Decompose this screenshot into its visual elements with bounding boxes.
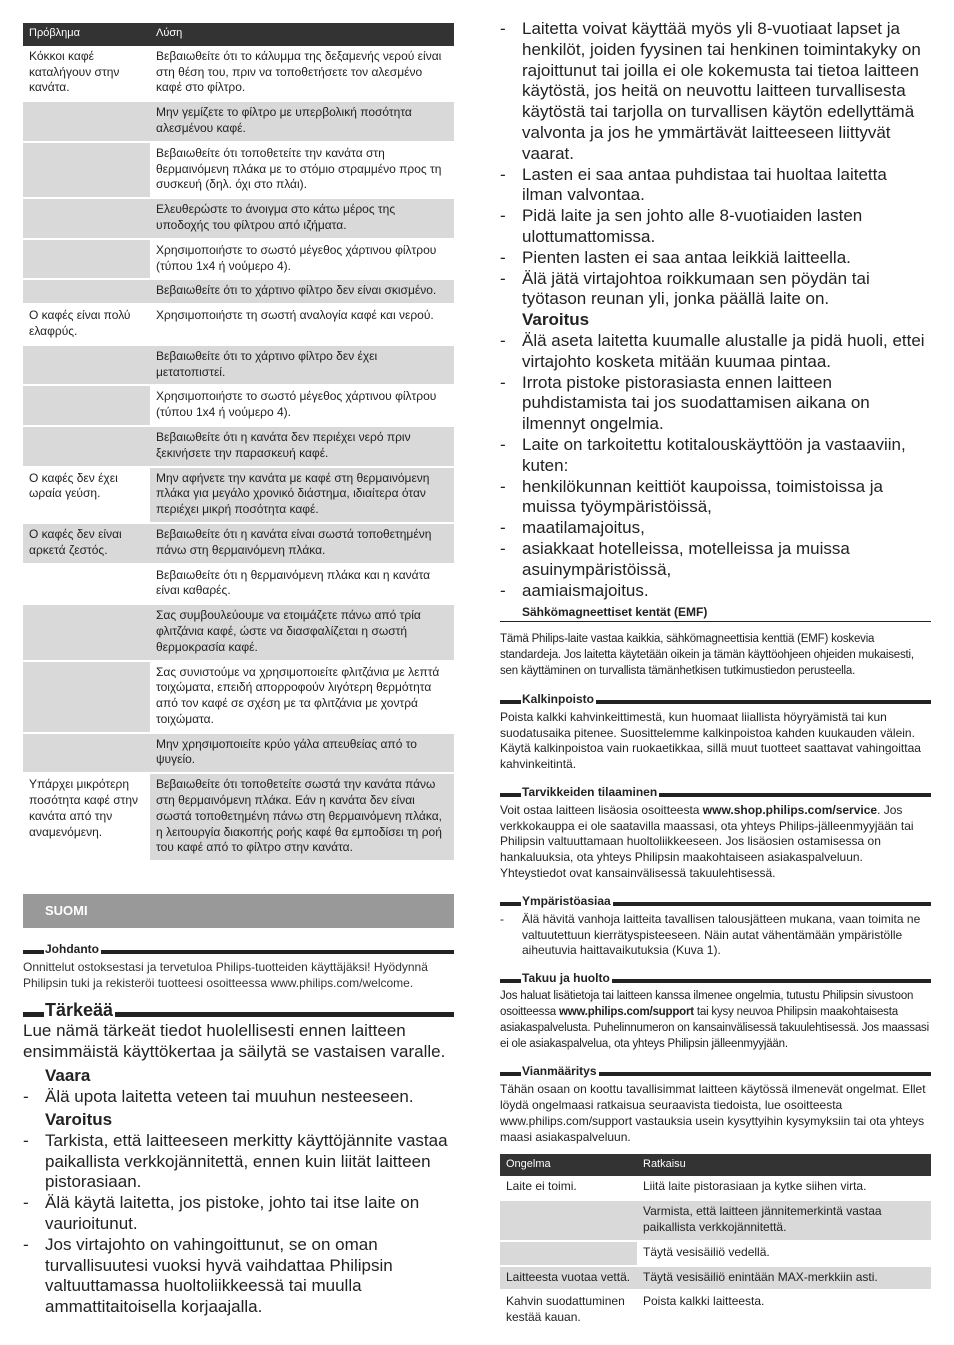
- table-row: [23, 467, 454, 523]
- table-row: [23, 239, 454, 280]
- header-ongelma: Ongelma: [500, 1154, 637, 1177]
- table-header-row: [500, 1154, 931, 1177]
- ymparisto-list: [500, 912, 931, 959]
- right-column: [500, 0, 931, 1332]
- problem-cell: [23, 198, 150, 239]
- solution-cell: Poista kalkki laitteesta.: [637, 1290, 931, 1331]
- table-row: [23, 733, 454, 774]
- problem-cell: [23, 385, 150, 426]
- list-item: - Pidä laite ja sen johto alle 8-vuotiaiden lasten ulottumattomissa.: [500, 206, 931, 248]
- problem-cell: Υπάρχει μικρότερη ποσότητα καφέ στην κανάτα από την αναμενόμενη.: [23, 773, 150, 861]
- table-header-row: [23, 23, 454, 46]
- solution-cell: Ελευθερώστε το άνοιγμα στο κάτω μέρος της υποδοχής του φίλτρου από ιζήματα.: [150, 198, 454, 239]
- solution-cell: Μην γεμίζετε το φίλτρο με υπερβολική ποσότητα αλεσμένου καφέ.: [150, 101, 454, 142]
- table-row: [23, 279, 454, 304]
- problem-cell: Ο καφές είναι πολύ ελαφρύς.: [23, 304, 150, 345]
- list-item: - Älä upota laitetta veteen tai muuhun nesteeseen.: [23, 1087, 454, 1108]
- solution-cell: Täytä vesisäiliö enintään MAX-merkkiin asti.: [637, 1266, 931, 1291]
- takuu-heading: Takuu ja huolto: [500, 971, 931, 985]
- list-item: - Älä jätä virtajohtoa roikkumaan sen pöydän tai työtason reunan yli, jonka päällä laite on.: [500, 269, 931, 311]
- solution-cell: Σας συμβουλεύουμε να ετοιμάζετε πάνω από τρία φλιτζάνια καφέ, ώστε να διασφαλίζεται η σωστή θερμοκρασία καφέ.: [150, 604, 454, 660]
- list-item: - henkilökunnan keittiöt kaupoissa, toimistoissa ja muissa työympäristöissä,: [500, 477, 931, 519]
- table-row: [500, 1290, 931, 1331]
- solution-cell: Βεβαιωθείτε ότι τοποθετείτε σωστά την κανάτα πάνω στη θερμαινόμενη πλάκα. Εάν η κανάτα δεν είναι σωστά τοποθετημένη πάνω στη θερμαινόμενη πλάκα, η λειτουργία διακοπής ροής καφέ θα εμποδίσει τη ροή του καφέ από το φίλτρο στην κανάτα.: [150, 773, 454, 861]
- problem-cell: [23, 239, 150, 280]
- table-row: [500, 1200, 931, 1241]
- problem-cell: [500, 1241, 637, 1266]
- greek-table-body: [23, 46, 454, 861]
- problem-cell: [23, 733, 150, 774]
- solution-cell: Χρησιμοποιήστε το σωστό μέγεθος χάρτινου φίλτρου (τύπου 1x4 ή νούμερο 4).: [150, 385, 454, 426]
- varoitus2-list: [500, 331, 931, 601]
- solution-cell: Liitä laite pistorasiaan ja kytke siihen virta.: [637, 1176, 931, 1200]
- varoitus-list-continued: [500, 19, 931, 310]
- johdanto-text: Onnittelut ostoksestasi ja tervetuloa Philips-tuotteiden käyttäjäksi! Hyödynnä Philipsin tuki ja rekisteröi tuotteesi osoitteessa www.philips.com/welcome.: [23, 960, 428, 991]
- list-item: - Jos virtajohto on vahingoittunut, se on oman turvallisuutesi vuoksi hyvä vaihdattaa Philipsin valtuuttamassa huoltoliikkeessä tai muulla ammattitaitoisella korjaajalla.: [23, 1235, 454, 1318]
- table-row: [23, 661, 454, 733]
- problem-cell: Ο καφές δεν έχει ωραία γεύση.: [23, 467, 150, 523]
- problem-cell: Laite ei toimi.: [500, 1176, 637, 1200]
- tarvikkeet-text: Voit ostaa laitteen lisäosia osoitteesta www.shop.philips.com/service. Jos verkkokauppa ei ole saatavilla maassasi, ota yhteys Philips-jälleenmyyjään tai Philipsin valtuuttamaan huoltoliikkeeseen. Jos lisäosien ostamisessa on hankaluuksia, ota yhteys Philipsin maakohtaiseen asiakaspalveluun. Yhteystiedot ovat kansainvälisessä takuulehtisessä.: [500, 802, 914, 881]
- list-item: - aamiaismajoitus.: [500, 581, 931, 602]
- solution-cell: Βεβαιωθείτε ότι το κάλυμμα της δεξαμενής νερού είναι στη θέση του, πριν να τοποθετήσετε τον αλεσμένο καφέ στο φίλτρο.: [150, 46, 454, 101]
- problem-cell: [23, 604, 150, 660]
- table-row: [23, 345, 454, 386]
- solution-cell: Varmista, että laitteen jännitemerkintä vastaa paikallista verkkojännitettä.: [637, 1200, 931, 1241]
- emf-heading: Sähkömagneettiset kentät (EMF): [500, 605, 931, 622]
- language-bar: SUOMI: [23, 894, 454, 928]
- table-row: [23, 564, 454, 605]
- solution-cell: Σας συνιστούμε να χρησιμοποιείτε φλιτζάνια με λεπτά τοιχώματα, επειδή απορροφούν λιγότερη θερμότητα από τον καφέ σε σχέση με τα φλιτζάνια με χοντρά τοιχώματα.: [150, 661, 454, 733]
- solution-cell: Βεβαιωθείτε ότι το χάρτινο φίλτρο δεν είναι σκισμένο.: [150, 279, 454, 304]
- problem-cell: [23, 564, 150, 605]
- kalkinpoisto-heading: Kalkinpoisto: [500, 692, 931, 706]
- vianmaaritys-text: Tähän osaan on koottu tavallisimmat laitteen käytössä ilmenevät ongelmat. Ellet löydä ongelmaasi ratkaisua seuraavista tiedoista, lue osoitteesta www.philips.com/support vastauksia usein kysyttyihin kysymyksiin tai ota yhteys maasi asiakaspalveluun.: [500, 1082, 926, 1144]
- header-solution: Λύση: [150, 23, 454, 46]
- varoitus-list: [23, 1131, 454, 1318]
- vaara-label: Vaara: [45, 1066, 91, 1086]
- list-item: - Lasten ei saa antaa puhdistaa tai huoltaa laitetta ilman valvontaa.: [500, 165, 931, 207]
- support-link[interactable]: www.philips.com/support: [558, 1006, 694, 1019]
- solution-cell: Βεβαιωθείτε ότι η κανάτα δεν περιέχει νερό πριν ξεκινήσετε την παρασκευή καφέ.: [150, 426, 454, 467]
- table-row: [500, 1241, 931, 1266]
- table-row: [23, 385, 454, 426]
- kalkinpoisto-text: Poista kalkki kahvinkeittimestä, kun huomaat liiallista höyryämistä tai kun suodatusaika pitenee. Suosittelemme kalkinpoistoa kahden kuukauden välein. Käytä kalkinpoistoa vain ruokaetikkaa, sillä muut tuotteet saattavat vahingoittaa kahvinkeitintä.: [500, 709, 921, 772]
- solution-cell: Βεβαιωθείτε ότι η θερμαινόμενη πλάκα και η κανάτα είναι καθαρές.: [150, 564, 454, 605]
- list-item: - Älä aseta laitetta kuumalle alustalle ja pidä huoli, ettei virtajohto kosketa mitään kuumaa pintaa.: [500, 331, 931, 373]
- list-item: - Pienten lasten ei saa antaa leikkiä laitteella.: [500, 248, 931, 269]
- table-row: [23, 773, 454, 861]
- table-row: [23, 198, 454, 239]
- solution-cell: Βεβαιωθείτε ότι το χάρτινο φίλτρο δεν έχει μετατοπιστεί.: [150, 345, 454, 386]
- takuu-text: Jos haluat lisätietoja tai laitteen kanssa ilmenee ongelmia, tutustu Philipsin sivustoon osoitteessa www.philips.com/support tai kysy neuvoa Philipsin maakohtaisesta asiakaspalvelusta. Puhelinnumeron on kansainvälisessä takuulehtisessä. Jos maassasi ei ole asiakaspalvelua, ota yhteys Philipsin jälleenmyyjään.: [500, 990, 929, 1050]
- table-row: [500, 1176, 931, 1200]
- johdanto-heading: Johdanto: [23, 942, 454, 956]
- greek-troubleshooting-table: [23, 23, 454, 862]
- fi-troubleshooting-table: [500, 1154, 931, 1332]
- problem-cell: [23, 279, 150, 304]
- table-row: [500, 1266, 931, 1291]
- list-item: - maatilamajoitus,: [500, 518, 931, 539]
- problem-cell: [23, 101, 150, 142]
- table-row: [23, 426, 454, 467]
- problem-cell: [23, 142, 150, 198]
- fi-table-body: [500, 1176, 931, 1331]
- solution-cell: Μην αφήνετε την κανάτα με καφέ στη θερμαινόμενη πλάκα για μεγάλο χρονικό διάστημα, ιδιαίτερα όταν περιέχει μικρή ποσότητα καφέ.: [150, 467, 454, 523]
- list-item: - Tarkista, että laitteeseen merkitty käyttöjännite vastaa paikallista verkkojännitettä, ennen kuin liität laitteen pistorasiaan.: [23, 1131, 454, 1193]
- table-row: [23, 523, 454, 564]
- solution-cell: Χρησιμοποιήστε το σωστό μέγεθος χάρτινου φίλτρου (τύπου 1x4 ή νούμερο 4).: [150, 239, 454, 280]
- shop-link[interactable]: www.shop.philips.com/service: [702, 802, 878, 817]
- vaara-list: [23, 1087, 454, 1108]
- tarkeaa-intro: Lue nämä tärkeät tiedot huolellisesti ennen laitteen ensimmäistä käyttökertaa ja säilytä se vastaisen varalle.: [23, 1020, 446, 1061]
- left-column: [23, 0, 454, 1318]
- list-item: - Älä hävitä vanhoja laitteita tavallisen talousjätteen mukana, vaan toimita ne valtuutettuun kierrätyspisteeseen. Näin autat vähentämään ympäristölle aiheutuvia haittavaikutuksia (Kuva 1).: [500, 912, 931, 959]
- problem-cell: [500, 1200, 637, 1241]
- solution-cell: Χρησιμοποιήστε τη σωστή αναλογία καφέ και νερού.: [150, 304, 454, 345]
- problem-cell: Κόκκοι καφέ καταλήγουν στην κανάτα.: [23, 46, 150, 101]
- table-row: [23, 604, 454, 660]
- problem-cell: [23, 426, 150, 467]
- solution-cell: Βεβαιωθείτε ότι τοποθετείτε την κανάτα στη θερμαινόμενη πλάκα με το στόμιο στραμμένο προς τη συσκευή (δηλ. όχι στο πλάι).: [150, 142, 454, 198]
- list-item: - asiakkaat hotelleissa, motelleissa ja muissa asuinympäristöissä,: [500, 539, 931, 581]
- solution-cell: Täytä vesisäiliö vedellä.: [637, 1241, 931, 1266]
- table-row: [23, 101, 454, 142]
- problem-cell: [23, 661, 150, 733]
- list-item: - Laitetta voivat käyttää myös yli 8-vuotiaat lapset ja henkilöt, joiden fyysinen tai henkinen toimintakyky on rajoittunut tai joilla ei ole kokemusta tai tietoa laitteen käytöstä, jos heitä on neuvottu laitteen turvallisesta käytöstä tai tarjolla on turvallisen käytön edellyttämä valvonta ja jos he ymmärtävät laitteeseen liittyvät vaarat.: [500, 19, 931, 165]
- problem-cell: [23, 345, 150, 386]
- solution-cell: Μην χρησιμοποιείτε κρύο γάλα απευθείας από το ψυγείο.: [150, 733, 454, 774]
- ymparisto-heading: Ympäristöasiaa: [500, 894, 931, 908]
- vianmaaritys-heading: Vianmääritys: [500, 1064, 931, 1078]
- table-row: [23, 304, 454, 345]
- table-row: [23, 46, 454, 101]
- list-item: - Älä käytä laitetta, jos pistoke, johto tai itse laite on vaurioitunut.: [23, 1193, 454, 1235]
- list-item: - Laite on tarkoitettu kotitalouskäyttöön ja vastaaviin, kuten:: [500, 435, 931, 477]
- table-row: [23, 142, 454, 198]
- tarvikkeet-heading: Tarvikkeiden tilaaminen: [500, 785, 931, 799]
- solution-cell: Βεβαιωθείτε ότι η κανάτα είναι σωστά τοποθετημένη πάνω στη θερμαινόμενη πλάκα.: [150, 523, 454, 564]
- problem-cell: Ο καφές δεν είναι αρκετά ζεστός.: [23, 523, 150, 564]
- problem-cell: Laitteesta vuotaa vettä.: [500, 1266, 637, 1291]
- varoitus2-label: Varoitus: [522, 310, 590, 330]
- varoitus-label: Varoitus: [45, 1110, 113, 1130]
- emf-text: Tämä Philips-laite vastaa kaikkia, sähkömagneettisia kenttiä (EMF) koskevia standardeja. Jos laitetta käytetään oikein ja tämän käyttöohjeen ohjeiden mukaisesti, sen käyttäminen on turvallista tämänhetkisen tutkimustiedon perusteella.: [500, 633, 914, 677]
- problem-cell: Kahvin suodattuminen kestää kauan.: [500, 1290, 637, 1331]
- header-ratkaisu: Ratkaisu: [637, 1154, 931, 1177]
- list-item: - Irrota pistoke pistorasiasta ennen laitteen puhdistamista tai jos suodattamisen aikana on ilmennyt ongelmia.: [500, 373, 931, 435]
- tarkeaa-heading: Tärkeää: [23, 1000, 454, 1021]
- header-problem: Πρόβλημα: [23, 23, 150, 46]
